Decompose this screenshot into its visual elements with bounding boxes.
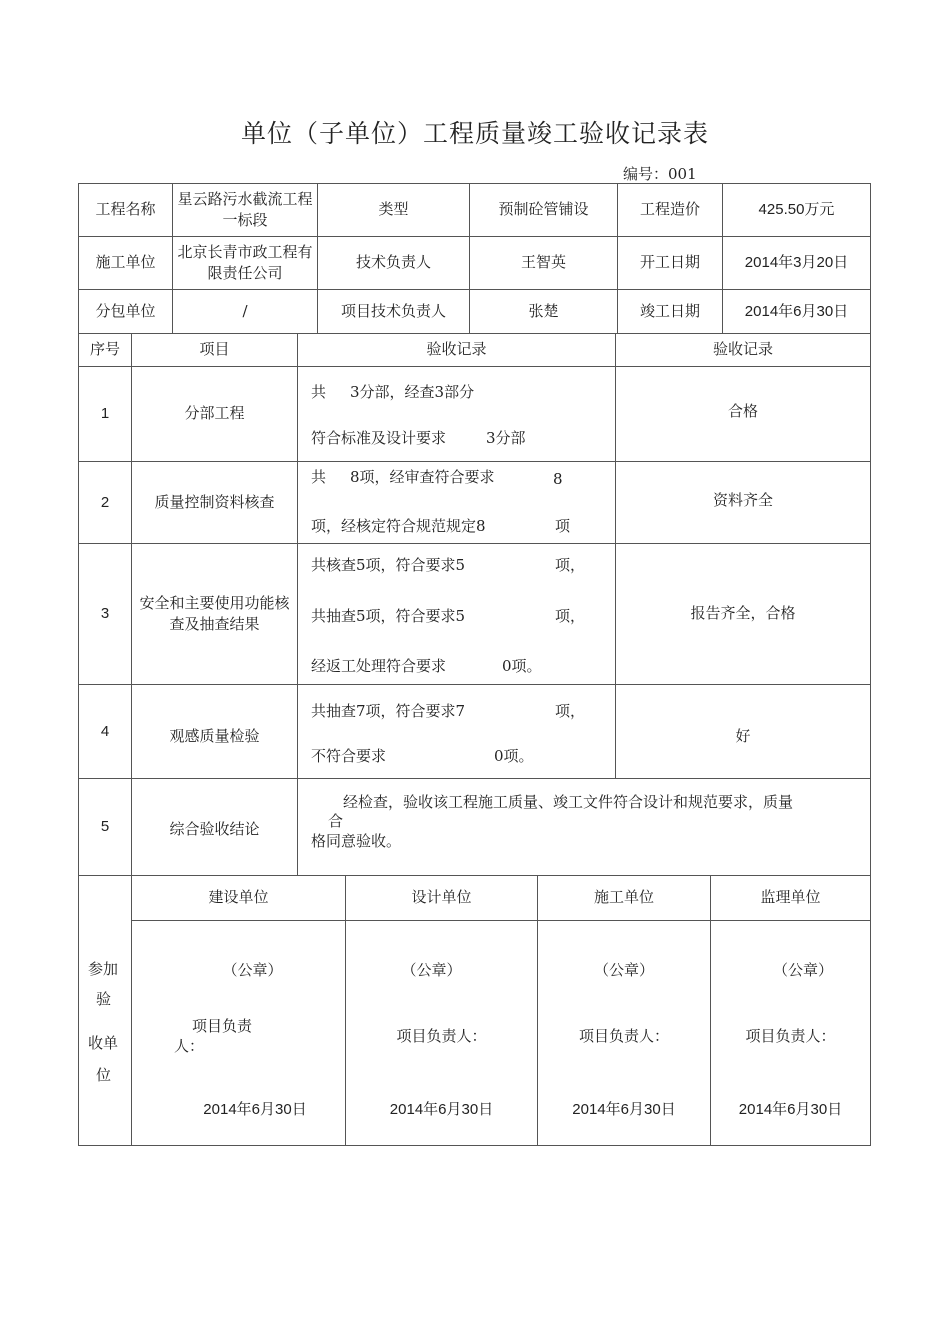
row-5-conclusion-text: 合 xyxy=(328,812,344,830)
unit-header-owner: 建设单位 xyxy=(208,888,269,906)
row-4-item: 观感质量检验 xyxy=(169,726,260,745)
document-number: 编号：001 xyxy=(623,165,697,183)
label-start-date: 开工日期 xyxy=(639,253,700,271)
row-3-record-text: 共核查5项，符合要求5 xyxy=(311,556,466,574)
seal-supervision: （公章） xyxy=(772,960,833,979)
col-header-result: 验收记录 xyxy=(712,340,773,358)
row-3-item: 安全和主要使用功能核查及抽查结果 xyxy=(139,593,290,633)
row-1-result: 合格 xyxy=(727,401,758,420)
sign-section-label: 参加 xyxy=(88,960,119,978)
row-2-result: 资料齐全 xyxy=(712,490,773,509)
value-project-tech-lead: 张楚 xyxy=(528,301,559,320)
label-contractor: 施工单位 xyxy=(95,253,156,271)
row-5-conclusion-text: 经检查，验收该工程施工质量、竣工文件符合设计和规范要求，质量 xyxy=(343,793,794,811)
seal-construction: （公章） xyxy=(593,960,654,979)
row-3-record-text: 共抽查5项，符合要求5 xyxy=(311,607,466,625)
value-type: 预制砼管铺设 xyxy=(498,200,589,218)
value-completion-date: 2014年6月30日 xyxy=(744,302,849,320)
date-owner: 2014年6月30日 xyxy=(203,1100,307,1118)
value-subcontractor: / xyxy=(242,301,248,320)
unit-header-design: 设计单位 xyxy=(411,888,472,906)
row-2-record-text: 项，经核定符合规范规定8 xyxy=(311,517,486,535)
row-2-item: 质量控制资料核查 xyxy=(154,492,275,511)
row-2-record-text: 8 xyxy=(553,470,563,488)
date-design: 2014年6月30日 xyxy=(389,1100,494,1118)
row-4-record-text: 共抽查7项，符合要求7 xyxy=(311,702,466,720)
row-3-result: 报告齐全，合格 xyxy=(690,604,796,622)
date-supervision: 2014年6月30日 xyxy=(738,1100,843,1118)
row-1-record-text: 3分部，经查3部分 xyxy=(350,383,475,401)
label-project-name: 工程名称 xyxy=(95,200,156,218)
row-3-record-text: 经返工处理符合要求 xyxy=(311,657,447,675)
row-4-result: 好 xyxy=(735,726,751,745)
value-start-date: 2014年3月20日 xyxy=(744,254,849,271)
row-1-no: 1 xyxy=(100,405,110,422)
label-cost: 工程造价 xyxy=(639,200,700,218)
row-3-no: 3 xyxy=(100,605,110,622)
unit-header-supervision: 监理单位 xyxy=(760,888,821,906)
row-5-item: 综合验收结论 xyxy=(169,819,260,838)
person-design: 项目负责人： xyxy=(396,1026,487,1045)
row-5-conclusion-text: 格同意验收。 xyxy=(311,832,402,850)
page-title: 单位（子单位）工程质量竣工验收记录表 xyxy=(240,119,709,148)
value-project-name: 星云路污水截流工程一标段 xyxy=(177,189,313,229)
label-type: 类型 xyxy=(378,200,409,218)
row-1-record-text: 3分部 xyxy=(486,429,526,447)
row-4-no: 4 xyxy=(100,722,110,740)
col-header-item: 项目 xyxy=(199,340,230,358)
sign-section-label: 验 xyxy=(96,990,112,1008)
row-4-record-text: 不符合要求 xyxy=(311,747,387,765)
row-1-record-text: 共 xyxy=(311,383,327,401)
row-2-record-text: 8项，经审查符合要求 xyxy=(350,468,495,486)
row-2-no: 2 xyxy=(100,493,110,511)
row-3-record-text: 0项。 xyxy=(502,657,542,675)
col-header-no: 序号 xyxy=(89,340,120,358)
person-owner: 项目负责人： xyxy=(174,1017,253,1055)
row-4-record-text: 项， xyxy=(555,702,586,720)
row-5-no: 5 xyxy=(100,818,110,835)
row-2-record-text: 共 xyxy=(311,468,327,486)
label-subcontractor: 分包单位 xyxy=(95,301,156,320)
person-construction: 项目负责人： xyxy=(578,1026,669,1045)
row-3-record-text: 项， xyxy=(555,556,586,574)
date-construction: 2014年6月30日 xyxy=(572,1100,676,1118)
label-tech-lead: 技术负责人 xyxy=(355,253,431,271)
value-contractor: 北京长青市政工程有限责任公司 xyxy=(177,242,313,282)
row-3-record-text: 项， xyxy=(555,607,586,625)
label-completion-date: 竣工日期 xyxy=(639,301,700,320)
value-cost: 425.50万元 xyxy=(758,201,835,218)
row-1-record-text: 符合标准及设计要求 xyxy=(311,429,447,447)
row-1-item: 分部工程 xyxy=(184,404,245,422)
row-4-record-text: 0项。 xyxy=(494,747,534,765)
seal-owner: （公章） xyxy=(222,960,283,979)
row-2-record-text: 项 xyxy=(555,517,571,535)
sign-section-label: 收单 xyxy=(88,1034,119,1052)
seal-design: （公章） xyxy=(401,960,462,979)
person-supervision: 项目负责人： xyxy=(745,1026,836,1045)
value-tech-lead: 王智英 xyxy=(520,253,566,271)
unit-header-construction: 施工单位 xyxy=(593,888,654,906)
label-project-tech-lead: 项目技术负责人 xyxy=(340,301,446,320)
sign-section-label: 位 xyxy=(96,1066,112,1084)
col-header-record: 验收记录 xyxy=(426,340,487,358)
